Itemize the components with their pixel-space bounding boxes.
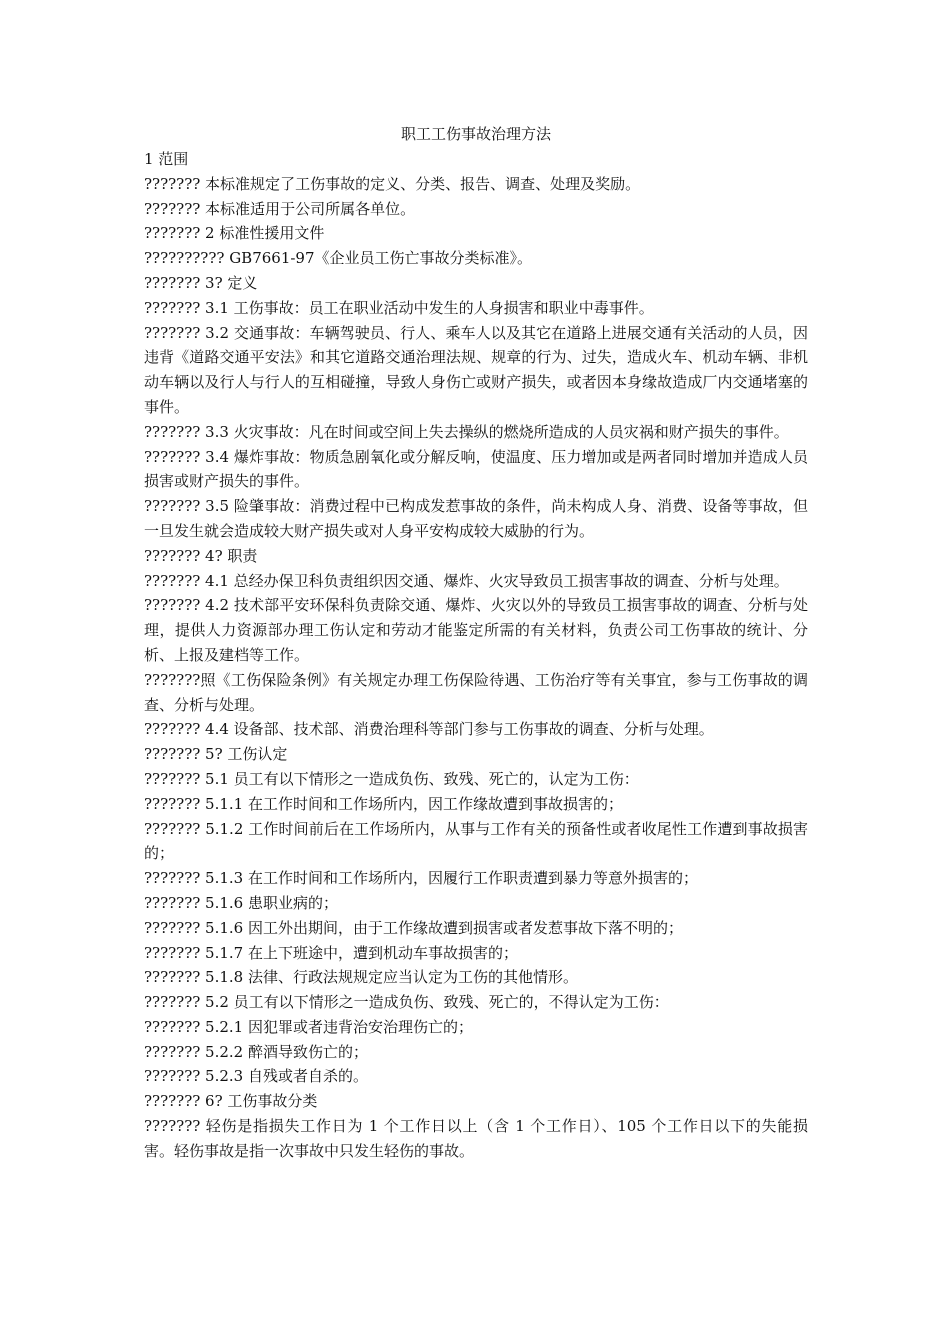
paragraph-12: ??????? 4? 职责 xyxy=(144,546,258,565)
paragraph-28: ??????? 5.2.2 醉酒导致伤亡的； xyxy=(144,1042,368,1061)
paragraph-9: ??????? 3.3 火灾事故：凡在时间或空间上失去操纵的燃烧所造成的人员灾祸和财产损失的事件。 xyxy=(144,422,789,441)
document-page xyxy=(144,122,808,1164)
paragraph-16: ??????? 4.4 设备部、技术部、消费治理科等部门参与工伤事故的调查、分析与处理。 xyxy=(144,720,714,739)
paragraph-26: ??????? 5.2 员工有以下情形之一造成负伤、致残、死亡的，不得认定为工伤： xyxy=(144,993,669,1012)
document-title: 职工工伤事故治理方法 xyxy=(400,125,551,143)
paragraph-27: ??????? 5.2.1 因犯罪或者违背治安治理伤亡的； xyxy=(144,1017,473,1036)
paragraph-15: ???????照《工伤保险条例》有关规定办理工伤保险待遇、工伤治疗等有关事宜，参与工伤事故的调查、分析与处理。 xyxy=(144,670,808,714)
paragraph-3: ??????? 本标准适用于公司所属各单位。 xyxy=(144,199,416,218)
paragraph-13: ??????? 4.1 总经办保卫科负责组织因交通、爆炸、火灾导致员工损害事故的调查、分析与处理。 xyxy=(144,571,789,590)
paragraph-1: 1 范围 xyxy=(144,150,189,168)
paragraph-23: ??????? 5.1.6 因工外出期间，由于工作缘故遭到损害或者发惹事故下落不明的； xyxy=(144,918,683,937)
paragraph-18: ??????? 5.1 员工有以下情形之一造成负伤、致残、死亡的，认定为工伤： xyxy=(144,769,639,788)
paragraph-25: ??????? 5.1.8 法律、行政法规规定应当认定为工伤的其他情形。 xyxy=(144,968,578,987)
paragraph-30: ??????? 6? 工伤事故分类 xyxy=(144,1092,318,1111)
paragraph-21: ??????? 5.1.3 在工作时间和工作场所内，因履行工作职责遭到暴力等意外损害的； xyxy=(144,869,698,888)
paragraph-14: ??????? 4.2 技术部平安环保科负责除交通、爆炸、火灾以外的导致员工损害事故的调查、分析与处理，提供人力资源部办理工伤认定和劳动才能鉴定所需的有关材料，负责公司工伤事故的统计、分析、上报及建档等工作。 xyxy=(144,596,808,664)
paragraph-17: ??????? 5? 工伤认定 xyxy=(144,745,288,764)
paragraph-31: ??????? 轻伤是指损失工作日为 1 个工作日以上（含 1 个工作日）、105 个工作日以下的失能损害。轻伤事故是指一次事故中只发生轻伤的事故。 xyxy=(144,1117,808,1160)
paragraph-7: ??????? 3.1 工伤事故：员工在职业活动中发生的人身损害和职业中毒事件。 xyxy=(144,298,654,317)
paragraph-19: ??????? 5.1.1 在工作时间和工作场所内，因工作缘故遭到事故损害的； xyxy=(144,794,623,813)
paragraph-5: ?????????? GB7661-97《企业员工伤亡事故分类标准》。 xyxy=(144,249,533,268)
paragraph-2: ??????? 本标准规定了工伤事故的定义、分类、报告、调查、处理及奖励。 xyxy=(144,174,641,193)
paragraph-4: ??????? 2 标准性援用文件 xyxy=(144,224,325,243)
paragraph-22: ??????? 5.1.6 患职业病的； xyxy=(144,893,338,912)
paragraph-29: ??????? 5.2.3 自残或者自杀的。 xyxy=(144,1067,368,1086)
paragraph-24: ??????? 5.1.7 在上下班途中，遭到机动车事故损害的； xyxy=(144,943,518,962)
paragraph-8: ??????? 3.2 交通事故：车辆驾驶员、行人、乘车人以及其它在道路上进展交通有关活动的人员，因违背《道路交通平安法》和其它道路交通治理法规、规章的行为、过失，造成火车、机动车辆、非机动车辆以及行人与行人的互相碰撞，导致人身伤亡或财产损失，或者因本身缘故造成厂内交通堵塞的事件。 xyxy=(144,323,808,416)
paragraph-11: ??????? 3.5 险肇事故：消费过程中已构成发惹事故的条件，尚未构成人身、消费、设备等事故，但一旦发生就会造成较大财产损失或对人身平安构成较大威胁的行为。 xyxy=(144,497,808,540)
paragraph-20: ??????? 5.1.2 工作时间前后在工作场所内，从事与工作有关的预备性或者收尾性工作遭到事故损害的； xyxy=(144,819,808,863)
paragraph-10: ??????? 3.4 爆炸事故：物质急剧氧化或分解反响，使温度、压力增加或是两者同时增加并造成人员损害或财产损失的事件。 xyxy=(144,447,808,491)
paragraph-6: ??????? 3? 定义 xyxy=(144,273,258,292)
